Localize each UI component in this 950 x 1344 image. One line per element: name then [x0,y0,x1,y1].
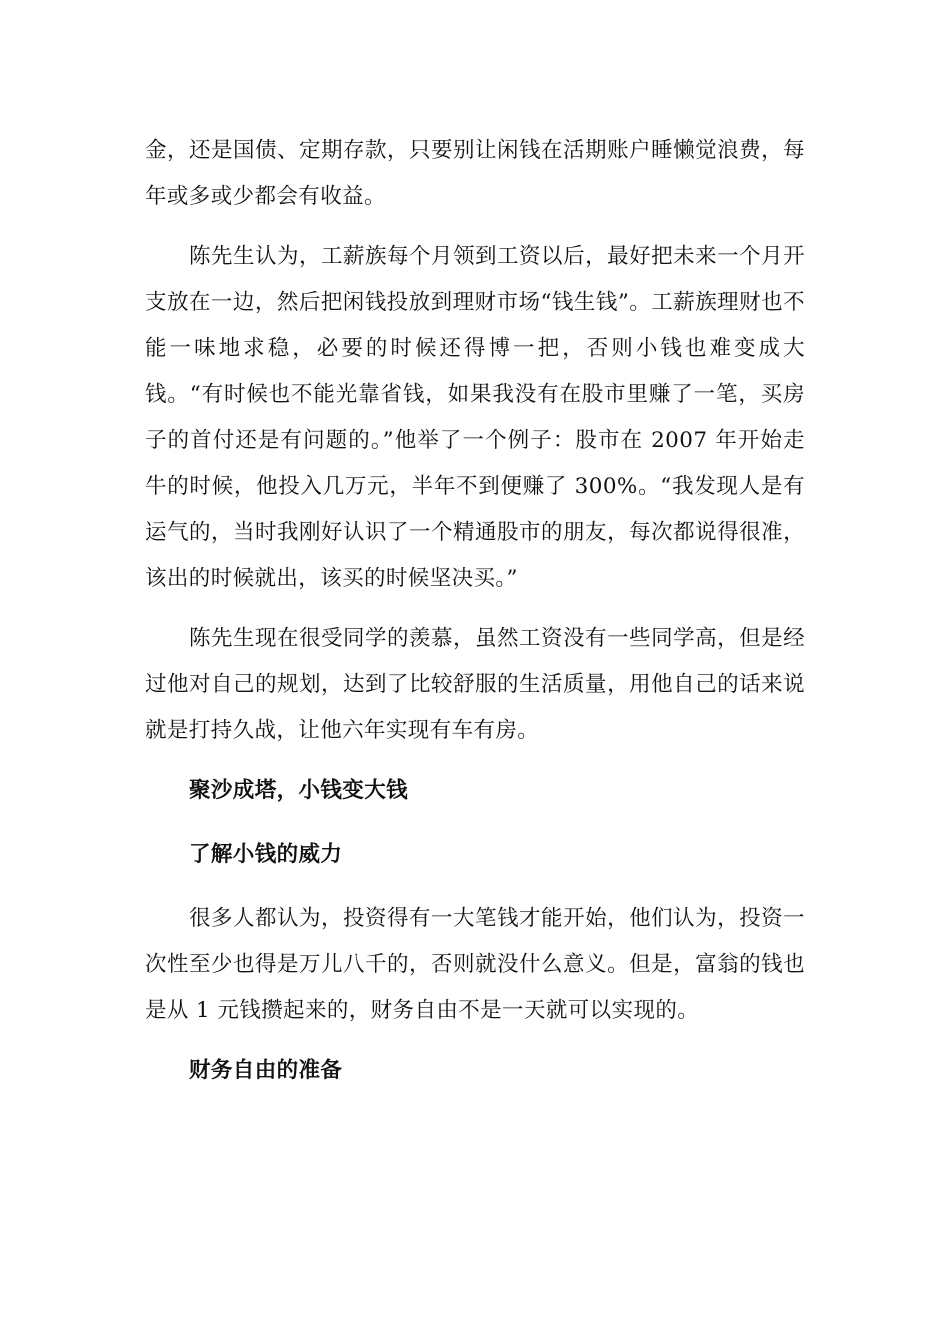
document-body [145,128,805,1112]
subsection-heading-financial-freedom: 财务自由的准备 [189,1058,343,1083]
paragraph-chen-envy: 陈先生现在很受同学的羡慕，虽然工资没有一些同学高，但是经过他对自己的规划，达到了比较舒服的生活质量，用他自己的话来说就是打持久战，让他六年实现有车有房。 [145,626,805,743]
paragraph-chen-investment: 陈先生认为，工薪族每个月领到工资以后，最好把未来一个月开支放在一边，然后把闲钱投放到理财市场“钱生钱”。工薪族理财也不能一味地求稳，必要的时候还得博一把，否则小钱也难变成大钱。“有时候也不能光靠省钱，如果我没有在股市里赚了一笔，买房子的首付还是有问题的。”他举了一个例子：股市在 2007 年开始走牛的时候，他投入几万元，半年不到便赚了 300%。“我发现人是有运气的，当时我刚好认识了一个精通股市的朋友，每次都说得很准，该出的时候就出，该买的时候坚决买。” [145,244,805,591]
paragraph-continuation: 金，还是国债、定期存款，只要别让闲钱在活期账户睡懒觉浪费，每年或多或少都会有收益。 [145,138,805,209]
subsection-heading: 了解小钱的威力 [189,842,343,867]
section-heading: 聚沙成塔，小钱变大钱 [189,778,409,803]
paragraph-small-money: 很多人都认为，投资得有一大笔钱才能开始，他们认为，投资一次性至少也得是万儿八千的，否则就没什么意义。但是，富翁的钱也是从 1 元钱攒起来的，财务自由不是一天就可以实现的。 [145,906,805,1023]
